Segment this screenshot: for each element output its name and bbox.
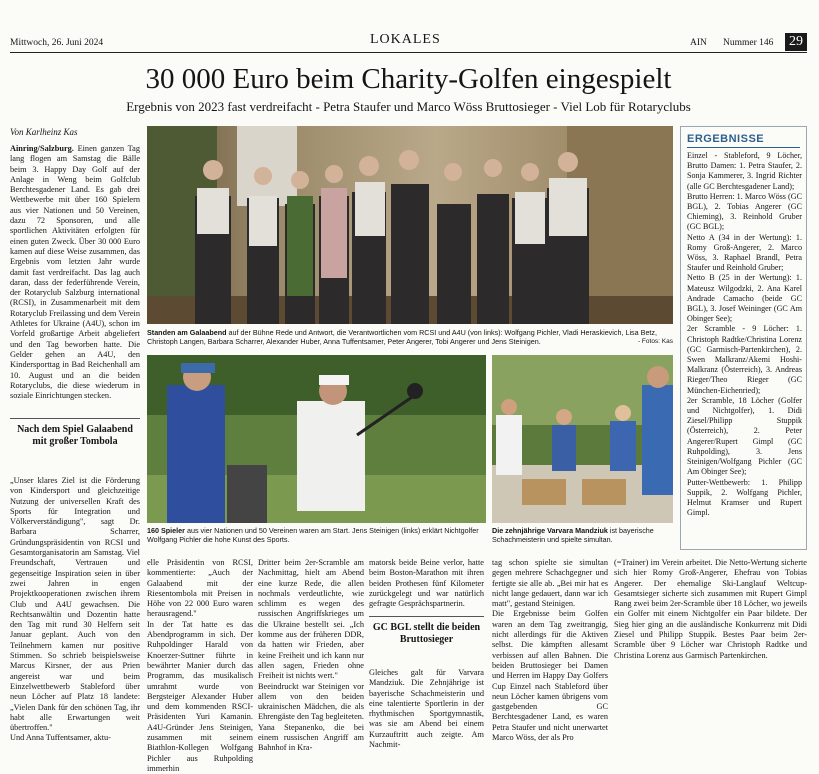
photo-golf	[147, 355, 486, 523]
paragraph: (=Trainer) im Verein arbeitet. Die Netto-Wertung sicherte sich hier Romy Groß-Angerer, Ehefrau von Tobias Angerer. Der ehemalige Ski-Langlauf Weltcup-Gesamtsieger sicherte sich zusammen mit Rupert Gimpl Rang zwei beim 2er-Scramble über 18 Löcher, wo jeweils ein Golfer mit einem Nichtgolfer ein Paar bildete. Der Sieg hier ging an die ausländische Konkurrenz mit Didi Ziesel und Philipp Stuppik. Bestes Paar beim 2er-Scramble über 9 Löcher war Christoph Radtke und Christina Lorenz aus Garmisch Partenkirchen.	[614, 558, 807, 660]
paragraph: tag schon spielte sie simultan gegen mehrere Schachgegner und fertigte sie alle ab. „Bei mir hat es nicht lange gedauert, dann war ich matt", gestand Steinigen. Die Ergebnisse beim Golfen waren an dem Tag zweitrangig, nicht allerdings für die Aktiven selbst. Die kämpften allesamt verbissen auf allen Bahnen. Die beiden Bruttosieger bei Damen und Herren im Happy Day Golfers Cup Einzel nach Stableford über neun Löcher kamen übrigens vom gastgebenden GC Berchtesgadener Land, es waren Petra Staufer und nicht unerwartet Marco Wöss, der als Pro	[492, 558, 608, 743]
subheadline: Ergebnis von 2023 fast verdreifacht - Petra Staufer und Marco Wöss Bruttosieger - Viel Lob für Rotaryclubs	[126, 99, 691, 114]
caption-galaabend	[147, 328, 673, 347]
article-col-4-bottom	[369, 668, 484, 750]
subhead-rule	[369, 616, 484, 617]
article-col-1-body	[10, 476, 140, 743]
subhead-bruttosieger: GC BGL stellt die beiden Bruttosieger	[372, 622, 481, 645]
headline: 30 000 Euro beim Charity-Golfen eingespielt	[145, 63, 672, 95]
caption-chess	[492, 526, 673, 545]
results-box	[680, 126, 807, 550]
byline: Von Karlheinz Kas	[10, 127, 78, 137]
caption-lead: 160 Spieler	[147, 526, 185, 535]
subhead-rule	[10, 418, 140, 419]
dateline: Ainring/Salzburg.	[10, 144, 74, 153]
subhead-galaabend: Nach dem Spiel Galaabend mit großer Tombola	[17, 424, 133, 447]
article-col-2	[147, 558, 253, 773]
issue-date: Mittwoch, 26. Juni 2024	[10, 38, 104, 48]
caption-golf	[147, 526, 486, 545]
article-col-4-top	[369, 558, 484, 610]
article-col-3	[258, 558, 364, 753]
photo-galaabend	[147, 126, 673, 324]
lead-text: Einen ganzen Tag lang flogen am Samstag die Bälle beim 3. Happy Day Golf auf der Anlage in Weng beim Golfclub Berchtesgadener Land. Es gab drei Wettbewerbe mit über 160 Spielern aus vier Nationen und 50 Vereinen, dazu 72 Sponsoren, und alle sportlichen Aktivitäten erfolgten für einen guten Zweck. Über 30 000 Euro kamen auf diese Weise zusammen, das Ergebnis vom letzten Jahr wurde damit fast verdreifacht. Das lag auch daran, dass der federführende Verein, der Rotaryclub Salzburg international (RCSI), in Zusammenarbeit mit dem Rotaryclub Freilassing und dem Verein Athletes for Ukraine (A4U), schon im Vorfeld großartige Arbeit abgeliefert und den Tag beworben hatte. Die Gelder gehen an A4U, den Kindersporttag in Bad Reichenhall am 10. August und an die beiden Rotaryclubs, die diese wiederum in soziale Einrichtungen stecken.	[10, 144, 140, 401]
header-rule	[10, 52, 807, 53]
paragraph: elle Präsidentin von RCSI, kommentierte: „Auch der Galaabend mit der Riesentombola mit Preisen in Höhe von 22 000 Euro waren herausragend." In der Tat hatte es das Abendprogramm in sich. Der Ruhpoldinger Harald von Knoerzer-Suttner führte in bewährter Manier durch das Programm, das musikalisch umrahmt wurde von Bergsteiger Alexander Huber und dem kommenden RSCI-Präsidenten Yuri Kamanin. A4U-Gründer Jens Steinigen, zusammen mit seinem Biathlon-Kollegen Wolfgang Pichler aus Ruhpolding immerhin	[147, 558, 253, 773]
paragraph: Und Anna Tuffentsamer, aktu-	[10, 733, 111, 743]
page-number: 29	[785, 33, 807, 51]
issue-number: Nummer 146	[723, 38, 774, 48]
photo-chess	[492, 355, 673, 523]
golf-photo-image	[147, 355, 486, 523]
caption-text: ist bayerische Schachmeisterin und spielte simultan.	[492, 526, 654, 545]
caption-text: auf der Bühne Rede und Antwort, die Verantwortlichen vom RCSI und A4U (von links): Wolfgang Pichler, Vladi Heraskievich, Lisa Betz, Christoph Langen, Barbara Scharrer, Alexander Huber, Anna Tuffentsamer, Peter Angerer, Tobi Angerer und Jens Steinigen.	[147, 328, 658, 347]
results-rule	[687, 147, 800, 148]
caption-lead: Die zehnjährige Varvara Mandziuk	[492, 526, 608, 535]
photo-credit: - Fotos: Kas	[637, 338, 673, 346]
results-title: ERGEBNISSE	[687, 133, 765, 145]
results-text: Einzel - Stableford, 9 Löcher, Brutto Damen: 1. Petra Staufer, 2. Sonja Kammerer, 3. Ingrid Richter (alle GC Berchtesgadener Land); Brutto Herren: 1. Marco Wöss (GC BGL), 2. Tobias Angerer (GC Chieming), 3. Reinhold Gruber (GC BGL); Netto A (34 in der Wertung): 1. Romy Groß-Angerer, 2. Marco Wöss, 3. Raphael Brandl, Petra Staufer und Reinhold Gruber; Netto B (25 in der Wertung): 1. Mateusz Wilgodzki, 2. Ana Karel Andrade Camacho (beide GC BGL), 3. Josef Weininger (GC Am Obinger See); 2er Scramble - 9 Löcher: 1. Christoph Radtke/Christina Lorenz (GC Garmisch-Partenkirchen), 2. Swen Malkranz/Akemi Hoshi-Malkranz (Österreich), 3. Andreas Rieger/Theo Rieger (GC München-Eichenried); 2er Scramble, 18 Löcher (Golfer und Nichtgolfer), 1. Didi Ziesel/Philipp Stuppik (Österreich), 2. Peter Angerer/Rupert Gimpl (GC Ruhpolding), 3. Jens Steinigen/Wolfgang Pichler (GC Am Obinger See); Putter-Wettbewerb: 1. Philipp Suppik, 2. Wolfgang Pichler, Helmut Kramser und Rupert Gimpl.	[687, 151, 802, 518]
region-label: AIN	[690, 38, 707, 48]
paragraph: „Unser klares Ziel ist die Förderung von Kindersport und gleichzeitige Nutzung der universellen Kraft des Sports für Integration und Völkerverständigung", sagt Dr. Barbara Scharrer, Gründungspräsidentin von RCSI und Gesamtorganisatorin am Samstag. Viel Freundschaft, Vertrauen und gegenseitige Inspiration seien in über zwei Jahren in engen Projektkooperationen zwischen ihrem Club und A4U gewachsen. Die Rechtsanwältin und Dozentin hatte den Tag mit rund 30 Helfern seit Januar geplant. Auch von den Teilnehmern kamen nur positive Stimmen. So schrieb beispielsweise Marcus Kirsner, der aus Prien angereist war und beim Einzelwettbewerb Stableford über neun Löcher auf Platz 18 landete: „Vielen Dank für den schönen Tag, ihr habt alle Erwartungen weit übertroffen."	[10, 476, 140, 733]
paragraph: Dritter beim 2er-Scramble am Nachmittag, hielt am Abend eine kurze Rede, die allen nochmals verdeutlichte, wie schlimm es wegen des russischen Angriffskrieges um die Ukraine bestellt sei. „Ich komme aus der früheren DDR, da hatten wir Frieden, aber keine Freiheit und ich kann nur allen sagen, Frieden ohne Freiheit ist nichts wert." Beeindruckt war Steinigen vor allem von den beiden ukrainischen Mädchen, die als Ehrengäste den Tag begleiteten. Yana Stepanenko, die bei einem russischen Angriff am Bahnhof in Kra-	[258, 558, 364, 753]
chess-photo-image	[492, 355, 673, 523]
caption-lead: Standen am Galaabend	[147, 328, 227, 337]
caption-text: aus vier Nationen und 50 Vereinen waren am Start. Jens Steinigen (links) erklärt Nichtgolfer Wolfgang Pichler die hohe Kunst des Sports.	[147, 526, 479, 545]
article-col-6	[614, 558, 807, 730]
paragraph: Gleiches galt für Varvara Mandziuk. Die Zehnjährige ist bayerische Schachmeisterin und eine talentierte Sportlerin in der rhythmischen Sportgymnastik, was sie am Abend bei einem Kurzauftritt auch zeigte. Am Nachmit-	[369, 668, 484, 750]
article-col-1-lead	[10, 144, 140, 412]
results-list	[687, 151, 802, 551]
paragraph: matorsk beide Beine verlor, hatte beim Boston-Marathon mit ihren beiden Prothesen fünf Kilometer zurückgelegt und war natürlich gefragte Gesprächspartnerin.	[369, 558, 484, 609]
group-photo-image	[147, 126, 673, 324]
section-title: LOKALES	[370, 32, 441, 47]
article-col-5	[492, 558, 608, 743]
